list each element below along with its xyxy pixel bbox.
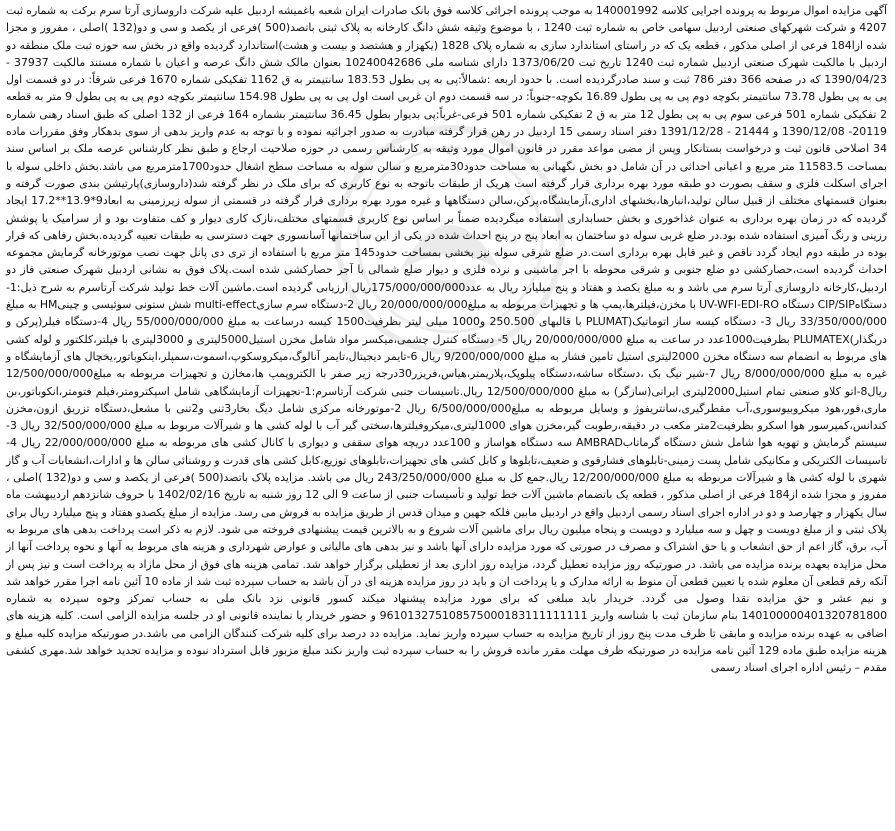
auction-notice-body: آگهی مزایده اموال مربوط به پرونده اجرایی کلاسه 140001992 به موجب پرونده اجرائی کلاسه فوق بانک صادرات ایران شعبه باغمیشه اردبیل علیه شرکت داروسازی آرتا سرم برکت به شماره ثبت 4207 و شرکت شهرکهای صنعتی اردبیل سهامی خاص به شماره ثبت 1240 ، با موضوع وثیقه شش دانگ کارخانه به پلاک ثبتی باتصد(500 )فرعی از یکصد و سی و دو(132 )اصلی ، مفروز و مجزا شده ازا184 فرعی از اصلی مذکور ، قطعه یک که در راستای استاندارد سازی به شماره پلاک 1828 (یکهزار و هشتصد و بیست و هشت)استاندارد گردیده واقع در بخش سه حوزه ثبت ملک منطقه دو اردبیل با مالکیت شهرک صنعتی اردبیل شماره ثبت 1240 تاریخ ثبت 1373/06/20 دارای شناسه ملی 10240042686 بعنوان مالک شش دانگ عرصه و اعیان با شماره مستند مالکیت 37937 - 1390/04/23 که در صفحه 366 دفتر 786 ثبت و سند صادرگردیده است. با حدود اربعه :شمالاً:پی به پی بطول 183.53 سانتیمتر به ق 1162 تفکیکی شماره 1670 فرعی شرقاً: در دو قسمت اول پی به پی بطول 73.78 سانتیمتر بکوچه دوم پی به پی بطول 16.89 بکوچه-جنوباً: در سه قسمت دوم ان غربی است اول پی به پی بطول 154.98 سانتیمتر بکوچه دوم پی به پی بطول 9 متر به قطعه 2 تفکیکی شماره 501 فرعی سوم پی به پی بطول 12 متر به ق 2 تفکیکی شماره 501 فرعی-غرباً:پی بدیوار بطول 36.45 سانتیمتر بشماره 164 فرعی از 132 اصلی که طبق اسناد رهنی شماره 20119- 1390/12/08 و 21444 - 1391/12/28 دفتر اسناد رسمی 15 اردبیل در رهن قرار گرفته مبادرت به صدور اجرائیه نموده و با توجه به عدم واریز بدهی از سوی بدهکار وفق مقررات ماده 34 اصلاحی قانون ثبت و درخواست بستانکار وپس از مضی مواعد مقرر در قانون اموال مورد وثیقه به کارشناس رسمی در حوزه صلاحیت ارجاع و طبق نظر کارشناس عرصه ملک بر اساس سند بمساحت 11583.5 متر مربع و اعیانی احداثی در آن شامل دو بخش نگهبانی به مساحت حدود30مترمربع و سالن سوله به مساحت سطح اشغال حدود1700مترمربع می باشد.بخش داخلی سوله با اجرای اسکلت فلزی و سقف بصورت دو طبقه مورد بهره برداری قرار گرفته است هریک از طبقات باتوجه به نوع کاربری که برای ملک در نظر گرفته شد(داروسازی)پارتیشن بندی صورت گرفته و بعنوان قسمتهای مختلف از قبیل سالن تولید،انبارها،بخشهای اداری،آزمایشگاه،پرکن،سالن دستگاهها و غیره مورد بهره برداری قرار گرفته در قسمتی از سوله زیرزمینی به ابعاد9*13.9**17.2 ایجاد گردیده که در زمان بهره برداری به عنوان غذاخوری و بخش حسابداری استفاده میگردیده ضمناً بر اساس نوع کاربری قسمتهای مختلف،نازک کاری دیوار و کف متفاوت بود و از سرامیک یا پوشش رزینی و رنگ آمیزی استفاده شده بود.در ضلع غربی سوله دو ساختمان به ابعاد پنج در پنج احداث شده در یکی از این ساختمانها آسانسوری جهت دسترسی به طبقات تعبیه گردیده.بخش رفاهی که قرار بوده در طبقه دوم ایجاد گردد ناقص و غیر قابل بهره برداری است.در ضلع شرقی سوله نیز بخشی بمساحت حدود145 متر مربع با استفاده از تری دی پانل جهت نصب موتورخانه گرمایش مجموعه احداث گردیده است،حصارکشی دو ضلع جنوبی و شرقی محوطه با اجر ماشینی و نرده فلزی و دیوار ضلع شمالی با آجر حصارکشی شده است.پلاک فوق به نشانی اردبیل شهرک صنعتی فاز دو اردبیل،کارخانه داروسازی آرتا سرم می باشد و به مبلغ یکصد و هفتاد و پنج میلیارد ریال به عدد175/000/000/000ریال ارزیابی گردیده است.ماشین آلات خط تولید شرکت آرتاسرم به شرح ذیل:1-دستگاهCIP/SIP دستگاه UV-WFI-EDI-RO با مخزن،فیلترها،پمپ ها و تجهیزات مربوطه به مبلغ20/000/000/000 ریال 2-دستگاه سرم سازیmulti-effect شش ستونی سوئیسی و چینیHM به مبلغ 33/350/000/000 ریال 3- دستگاه کیسه ساز اتوماتیک(PLUMAT با قالبهای 250.500 و1000 میلی لیتر بظرفیت1500 کیسه درساعت به مبلغ 55/000/000/000 ریال 4-دستگاه فیلر(پرکن و دربگذار)PLUMATEX بظرفیت1000عدد در ساعت به مبلغ 20/000/000/000 ریال 5- دستگاه کنترل چشمی،میکسر مواد شامل مخزن استیل5000لیتری و 3000لیتری با فیلتر،کلکتور و لوله کشی های مربوط به انضمام سه دستگاه مخزن 2000لیتری استیل تامین فشار به مبلغ 9/200/000/000 ریال 6-تایمر دیجیتال،تایمر آنالوگ،میکروسکوپ،اسموت،سمپلر،اینکوباتور،یخچال های آزمایشگاه و غیره به مبلغ 8/000/000/000 ریال 7-شیر نیگ بک ،دستگاه ساشه،دستگاه پیلوپک،پلاریمتر،هیاس،فریزر30درجه زیر صفر با الکتروپمپ ها،مخازن و تجهیزات مربوطه به مبلغ12/500/000/000 ریال8-اتو کلاو صنعتی تمام استیل2000لیتری ایرانی(سازگر) به مبلغ 12/500/000/000 ریال.تاسیسات جنبی شرکت آرتاسرم:1-تجهیزات آزمایشگاهی شامل اسپکترومتر،فیلم فتومتر،انکوباتور،بن ماری،فور،هود میکروبیوسوری،آب مقطرگیری،سانتریفوژ و وسایل مربوطه به مبلغ6/500/000/000 ریال 2-موتورخانه مرکزی شامل دیگ بخار3تنی و2تنی با مشعل،دستگاه تزریق ازون،مخزن کندانس،کمپرسور هوا اسکرو بظرفیت2متر مکعب در دقیقه،رطوبت گیر،مخزن هوای 1000لیتری،میکروفیلترها،سختی گیر آب با لوله کشی ها و شیرآلات مربوط به مبلغ 32/500/000/000 ریال 3-سیستم گرمایش و تهویه هوا شامل شش دستگاه گرماتابAMBRAD سه دستگاه هواساز و 100عدد دریچه هوای سقفی و دیواری با کانال کشی های مربوطه به مبلغ 22/000/000/000 ریال 4-تاسیسات الکتریکی و مکانیکی شامل پست زمینی-تابلوهای فشارقوی و ضعیف،تابلوها و کابل کشی های تجهیزات،تابلوهای توزیع،کابل کشی های قدرت و روشنائی سالن ها و ادارات،انشعابات آب و گاز شهری با لوله کشی ها و شیرآلات مربوطه به مبلغ 12/200/000/000 ریال.جمع کل به مبلغ 243/250/000/000 ریال می باشد. مزایده پلاک باتصد(500 )فرعی از یکصد و سی و دو(132 )اصلی ، مفروز و مجزا شده از184 فرعی از اصلی مذکور ، قطعه یک باتضمام ماشین آلات خط تولید و تأسیسات جنبی از ساعت 9 الی 12 روز شنبه به تاریخ 1402/02/16 با حروف شانزدهم اردیبهشت ماه سال یکهزار و چهارصد و دو در اداره اجرای اسناد رسمی اردبیل واقع در اردبیل مابین فلکه جهین و میدان قدس از طریق مزایده به فروش می رسد. مزایده از مبلغ یکصدو هفتاد و پنج میلیارد ریال برای پلاک ثبتی و از مبلغ دویست و چهل و سه میلیارد و دویست و پنجاه میلیون ریال برای ماشین آلات شروع و به بالاترین قیمت پیشنهادی فروخته می شود. لازم به ذکر است پرداخت بدهی های مربوط به آب، برق، گاز اعم از حق انشعاب و یا حق اشتراک و مصرف در صورتی که مورد مزایده دارای آنها باشد و نیز بدهی های مالیاتی و عوارض شهرداری و هزینه های مربوط به آنها و نحوه پرداخت آنها از محل مزایده بعهده برنده مزایده می باشد. در صورتیکه روز مزایده تعطیل گردد، مزایده روز اداری بعد از تعطیلی برگزار خواهد شد. تمامی هزینه های فوق از محل مازاد به پرداخت است و نیز پس از آنکه رقم قطعی آن معلوم شده یا تعیین قطعی آن منوط به ارائه مدارک و یا پرداخت ان و باید در روز مزایده هزینه ای در آن باشد به حساب سپرده ثبت شد از ماده 10 آئین نامه اجرا مقرر خواهد شد و نیم عشر و حق مزایده نقدا وصول می گردد. خریدار باید مبلغی که برای مورد مزایده پیشنهاد میکند کسور قانونی نزد بانک ملی به حساب تمرکز وجوه سپرده به شماره 140100000401320781800 بنام سازمان ثبت با شناسه واریز 961013275108575000183111111111 و حضور خریدار یا نماینده قانونی او در جلسه مزایده الزامی است. کلیه هزینه های اضافی به عهده برنده مزایده و مابقی تا ظرف مدت پنج روز از تاریخ مزایده به حساب سپرده واریز نماید. مزایده دد درصد برای کلیه شرکت کنندگان الزامی می باشد.در صورتیکه مزایده کلیه مبلغ و هزینه مزایده طبق ماده 129 آئین نامه مزایده در صورتیکه ظرف مهلت مقرر مانده فروش را به حساب سپرده ثبت واریز نکند مبلغ مزبور قابل استرداد نبوده و مزایده تجدید خواهد شد.مهری کشفی مقدم – رئیس اداره اجرای اسناد رسمی — [6, 4, 888, 675]
